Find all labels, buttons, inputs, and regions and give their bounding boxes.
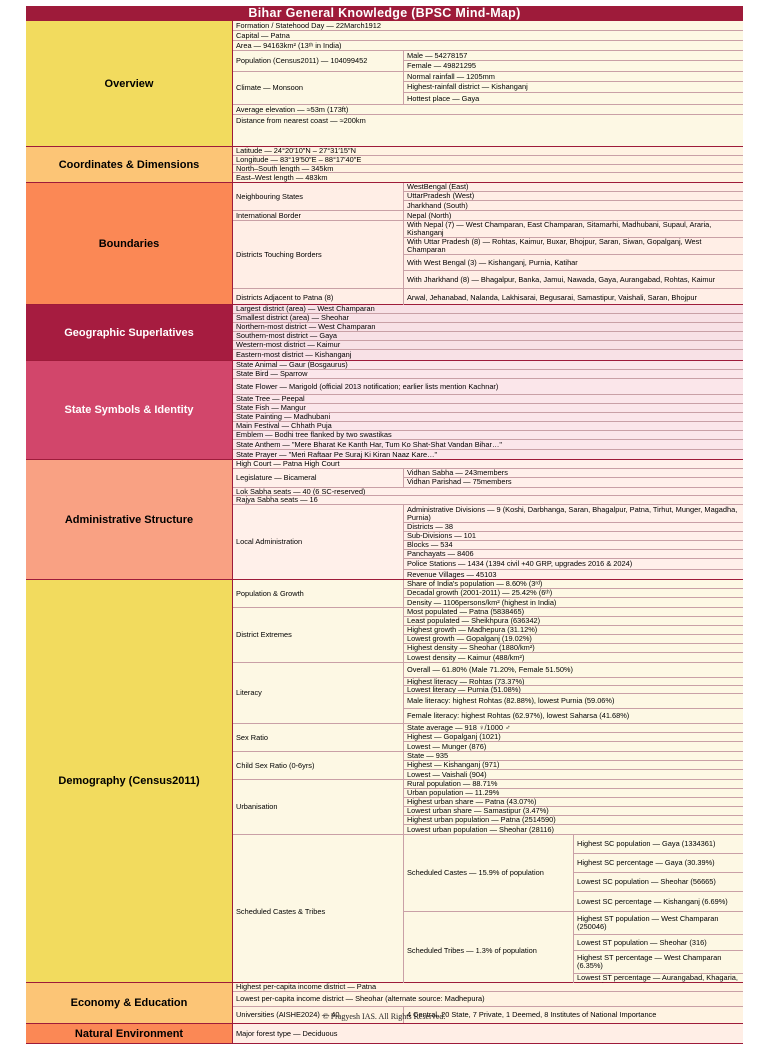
list-item: Lowest urban share — Samastipur (3.47%) bbox=[404, 807, 743, 816]
group-label: Districts Adjacent to Patna (8) bbox=[233, 289, 404, 307]
list-item: Highest growth — Madhepura (31.12%) bbox=[404, 626, 743, 635]
list-item: Eastern-most district — Kishanganj bbox=[236, 350, 352, 359]
list-item: Decadal growth (2001-2011) — 25.42% (6ᵗʰ) bbox=[404, 589, 743, 598]
list-item: Main Festival — Chhath Puja bbox=[233, 422, 743, 431]
list-item: Highest literacy — Rohtas (73.37%) bbox=[404, 678, 743, 686]
list-item: Sub-Divisions — 101 bbox=[404, 532, 743, 541]
list-item: With West Bengal (3) — Kishanganj, Purnia, Katihar bbox=[404, 255, 743, 271]
list-item: Southern-most district — Gaya bbox=[233, 332, 743, 341]
list-item: Smallest district (area) — Sheohar bbox=[233, 314, 743, 323]
list-item: WestBengal (East) bbox=[404, 183, 743, 192]
section-boundaries bbox=[26, 183, 743, 305]
list-item: Vidhan Parishad — 75members bbox=[407, 477, 512, 487]
list-item: Male — 54278157 bbox=[404, 51, 743, 61]
section-geographic bbox=[26, 305, 743, 361]
list-item: Lowest growth — Gopalganj (19.02%) bbox=[404, 635, 743, 644]
list-item: 4 Central, 20 State, 7 Private, 1 Deemed, 8 Institutes of National Importance bbox=[407, 1010, 657, 1019]
list-item: Revenue Villages — 45103 bbox=[407, 570, 497, 579]
list-item: Female — 49821295 bbox=[407, 61, 477, 70]
list-item: Lowest per-capita income district — Sheohar (alternate source: Madhepura) bbox=[233, 992, 743, 1007]
list-item: State Bird — Sparrow bbox=[233, 370, 743, 379]
category-label: Natural Environment bbox=[26, 1024, 233, 1043]
list-item: Panchayats — 8406 bbox=[404, 550, 743, 559]
list-item: State Tree — Peepal bbox=[233, 395, 743, 404]
list-item: State Animal — Gaur (Bosgaurus) bbox=[233, 361, 743, 370]
group-label: Climate — Monsoon bbox=[233, 72, 404, 104]
list-item: Share of India's population — 8.60% (3ʳᵈ) bbox=[404, 580, 743, 589]
group-label: Scheduled Castes & Tribes bbox=[233, 835, 404, 988]
list-item: Longitude — 83°19′50″E – 88°17′40″E bbox=[233, 156, 743, 165]
section-nature bbox=[26, 1024, 743, 1044]
list-item: Lok Sabha seats — 40 (6 SC-reserved) bbox=[233, 488, 743, 497]
group-label: Districts Touching Borders bbox=[233, 221, 404, 288]
sub-group-label: Scheduled Castes — 15.9% of population bbox=[404, 835, 574, 911]
list-item: Administrative Divisions — 9 (Koshi, Darbhanga, Saran, Bhagalpur, Patna, Tirhut, Munger, Magadha, Purnia) bbox=[404, 505, 743, 523]
list-item: Overall — 61.80% (Male 71.20%, Female 51.50%) bbox=[404, 663, 743, 678]
list-item: Urban population — 11.29% bbox=[404, 789, 743, 798]
group-label: Local Administration bbox=[233, 505, 404, 579]
list-item: State Anthem — "Mere Bharat Ke Kanth Har, Tum Ko Shat-Shat Vandan Bihar…" bbox=[233, 440, 743, 450]
list-item: Vidhan Sabha — 243members bbox=[404, 469, 743, 478]
list-item: Western-most district — Kaimur bbox=[233, 341, 743, 350]
list-item: Highest ST percentage — West Champaran (6.35%) bbox=[574, 951, 743, 974]
list-item: High Court — Patna High Court bbox=[233, 460, 743, 469]
list-item: Most populated — Patna (5838465) bbox=[404, 608, 743, 617]
list-item: Emblem — Bodhi tree flanked by two swastikas bbox=[233, 431, 743, 440]
group-label: Legislature — Bicameral bbox=[233, 469, 404, 487]
list-item: Normal rainfall — 1205mm bbox=[404, 72, 743, 82]
category-label: Demography (Census2011) bbox=[26, 580, 233, 982]
list-item: State Fish — Mangur bbox=[233, 404, 743, 413]
list-item: Density — 1106persons/km² (highest in India) bbox=[407, 598, 557, 607]
category-label: Geographic Superlatives bbox=[26, 305, 233, 360]
list-item: Lowest density — Kaimur (488/km²) bbox=[407, 653, 525, 662]
list-item: Arwal, Jehanabad, Nalanda, Lakhisarai, Begusarai, Samastipur, Vaishali, Saran, Bhojpur bbox=[407, 293, 697, 302]
list-item: Blocks — 534 bbox=[404, 541, 743, 550]
list-item: Lowest urban population — Sheohar (28116) bbox=[407, 825, 554, 834]
list-item: With Nepal (7) — West Champaran, East Champaran, Sitamarhi, Madhubani, Supaul, Araria, Kishanganj bbox=[404, 221, 743, 238]
list-item: Male literacy: highest Rohtas (82.88%), lowest Purnia (59.06%) bbox=[404, 694, 743, 709]
list-item: Districts — 38 bbox=[404, 523, 743, 532]
section-overview bbox=[26, 21, 743, 147]
list-item: Highest — Kishanganj (971) bbox=[404, 761, 743, 770]
list-item: Area — 94163km² (13ᵗʰ in India) bbox=[233, 41, 743, 51]
list-item: Average elevation — ≈53m (173ft) bbox=[233, 105, 743, 115]
list-item: Highest urban share — Patna (43.07%) bbox=[404, 798, 743, 807]
list-item: State Prayer — "Meri Raftaar Pe Suraj Ki Kiran Naaz Kare…" bbox=[236, 450, 438, 459]
list-item: Nepal (North) bbox=[407, 211, 452, 220]
copyright-footer: © Pragyesh IAS. All Rights Reserved. bbox=[322, 1012, 446, 1021]
group-label: Sex Ratio bbox=[233, 724, 404, 751]
list-item: State — 935 bbox=[404, 752, 743, 761]
sub-group-label: Scheduled Tribes — 1.3% of population bbox=[404, 912, 574, 989]
group-label: Universities (AISHE2024) — 40 bbox=[233, 1007, 404, 1023]
list-item: Lowest — Munger (876) bbox=[407, 742, 487, 751]
list-item: Least populated — Sheikhpura (636342) bbox=[404, 617, 743, 626]
list-item: Lowest ST percentage — Aurangabad, Khagaria, bbox=[577, 974, 738, 982]
category-label: Administrative Structure bbox=[26, 460, 233, 579]
category-label: State Symbols & Identity bbox=[26, 361, 233, 459]
list-item: Lowest ST population — Sheohar (316) bbox=[574, 935, 743, 951]
list-item: Highest per-capita income district — Patna bbox=[233, 983, 743, 992]
list-item: Lowest SC percentage — Kishanganj (6.69%) bbox=[577, 896, 728, 906]
section-coordinates bbox=[26, 147, 743, 183]
list-item: Major forest type — Deciduous bbox=[236, 1028, 338, 1038]
list-item: With Jharkhand (8) — Bhagalpur, Banka, Jamui, Nawada, Gaya, Aurangabad, Rohtas, Kaimur bbox=[407, 274, 716, 284]
list-item: State Flower — Marigold (official 2013 notification; earlier lists mention Kachnar) bbox=[233, 379, 743, 395]
list-item: Female literacy: highest Rohtas (62.97%), lowest Saharsa (41.68%) bbox=[407, 711, 630, 720]
group-label: Population & Growth bbox=[233, 580, 404, 607]
list-item: North–South length — 345km bbox=[233, 165, 743, 173]
group-label: Child Sex Ratio (0-6yrs) bbox=[233, 752, 404, 779]
list-item: State average — 918 ♀/1000 ♂ bbox=[404, 724, 743, 733]
list-item: Lowest literacy — Purnia (51.08%) bbox=[404, 686, 743, 694]
list-item: Highest SC percentage — Gaya (30.39%) bbox=[574, 854, 743, 873]
group-label: International Border bbox=[233, 211, 404, 220]
list-item: Largest district (area) — West Champaran bbox=[233, 305, 743, 314]
group-label: Population (Census2011) — 104099452 bbox=[233, 51, 404, 71]
mind-map bbox=[26, 6, 743, 1044]
list-item: Distance from nearest coast — ≈200km bbox=[236, 115, 366, 125]
list-item: Hottest place — Gaya bbox=[407, 93, 480, 103]
category-label: Economy & Education bbox=[26, 983, 233, 1023]
list-item: Highest urban population — Patna (2514590) bbox=[404, 816, 743, 825]
list-item: Latitude — 24°20′10″N – 27°31′15″N bbox=[233, 147, 743, 156]
group-label: Neighbouring States bbox=[233, 183, 404, 210]
group-label: District Extremes bbox=[233, 608, 404, 662]
list-item: East–West length — 483km bbox=[236, 173, 328, 182]
group-label: Urbanisation bbox=[233, 780, 404, 834]
group-label: Literacy bbox=[233, 663, 404, 723]
page-title: Bihar General Knowledge (BPSC Mind-Map) bbox=[26, 6, 743, 21]
list-item: Highest-rainfall district — Kishanganj bbox=[404, 82, 743, 93]
section-administrative bbox=[26, 460, 743, 580]
list-item: Highest — Gopalganj (1021) bbox=[404, 733, 743, 742]
list-item: Lowest SC population — Sheohar (56665) bbox=[574, 873, 743, 892]
list-item: Rajya Sabha seats — 16 bbox=[233, 496, 743, 505]
section-demography bbox=[26, 580, 743, 983]
list-item: Rural population — 88.71% bbox=[404, 780, 743, 789]
list-item: With Uttar Pradesh (8) — Rohtas, Kaimur, Buxar, Bhojpur, Saran, Siwan, Gopalganj, West Champaran bbox=[404, 238, 743, 255]
section-symbols bbox=[26, 361, 743, 460]
category-label: Overview bbox=[26, 21, 233, 146]
list-item: Formation / Statehood Day — 22March1912 bbox=[233, 21, 743, 31]
list-item: State Painting — Madhubani bbox=[233, 413, 743, 422]
list-item: Northern-most district — West Champaran bbox=[233, 323, 743, 332]
list-item: UttarPradesh (West) bbox=[404, 192, 743, 201]
list-item: Lowest — Vaishali (904) bbox=[407, 770, 487, 779]
category-label: Coordinates & Dimensions bbox=[26, 147, 233, 182]
list-item: Highest density — Sheohar (1880/km²) bbox=[404, 644, 743, 653]
list-item: Capital — Patna bbox=[233, 31, 743, 41]
list-item: Highest ST population — West Champaran (250046) bbox=[574, 912, 743, 935]
list-item: Highest SC population — Gaya (1334361) bbox=[574, 835, 743, 854]
category-label: Boundaries bbox=[26, 183, 233, 304]
list-item: Police Stations — 1434 (1394 civil +40 GRP, upgrades 2016 & 2024) bbox=[404, 559, 743, 570]
list-item: Jharkhand (South) bbox=[407, 201, 468, 210]
